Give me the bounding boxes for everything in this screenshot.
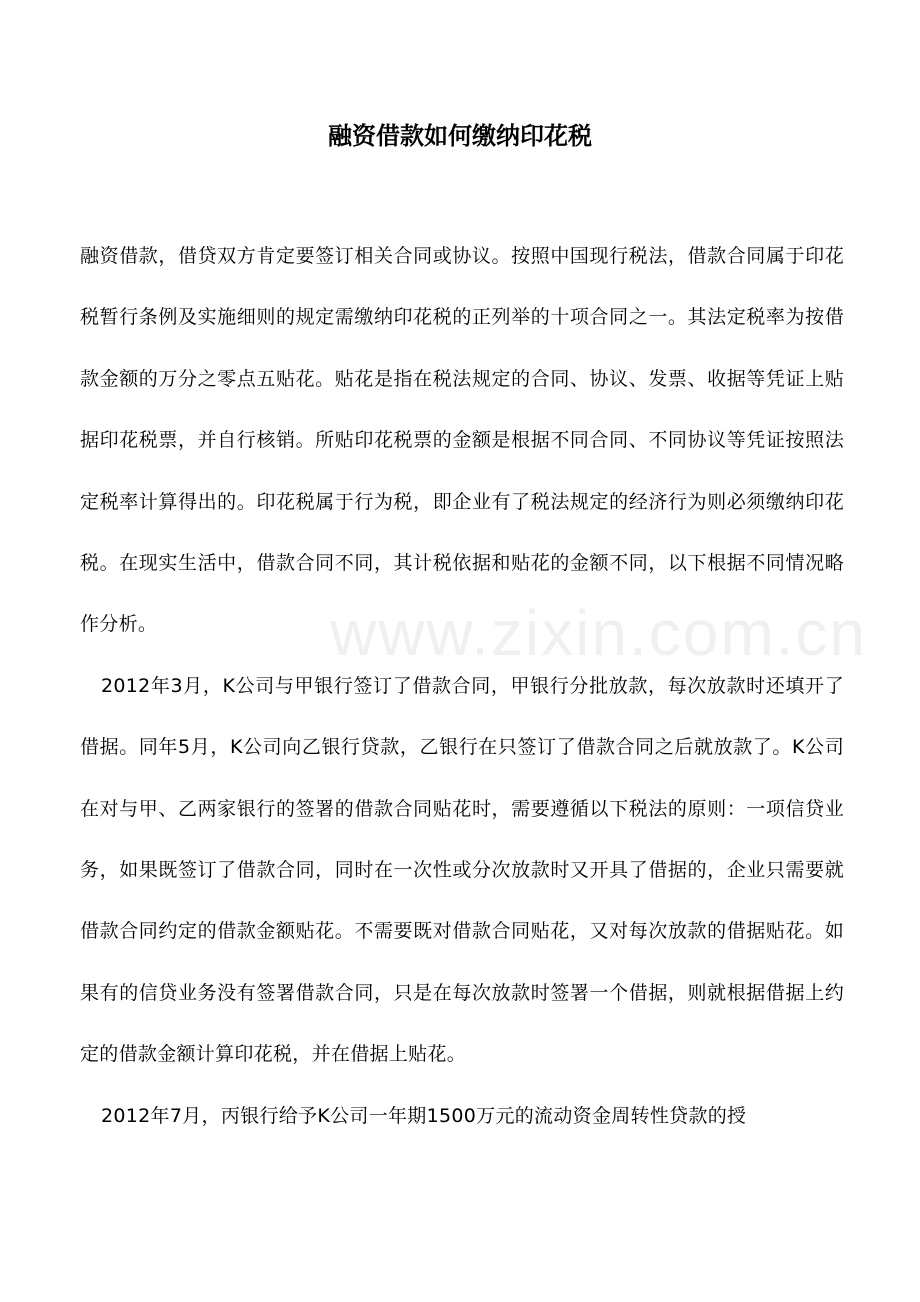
watermark: www.zixin.com.cn	[330, 597, 867, 669]
paragraph-3: 2012年7月，丙银行给予K公司一年期1500万元的流动资金周转性贷款的授	[101, 1104, 747, 1127]
document-body	[80, 226, 844, 1147]
document-title: 融资借款如何缴纳印花税	[328, 122, 592, 150]
paragraph-2: 2012年3月，K公司与甲银行签订了借款合同，甲银行分批放款，每次放款时还填开了借据。同年5月，K公司向乙银行贷款，乙银行在只签订了借款合同之后就放款了。K公司在对与甲、乙两家银行的签署的借款合同贴花时，需要遵循以下税法的原则：一项信贷业务，如果既签订了借款合同，同时在一次性或分次放款时又开具了借据的，企业只需要就借款合同约定的借款金额贴花。不需要既对借款合同贴花，又对每次放款的借据贴花。如果有的信贷业务没有签署借款合同，只是在每次放款时签署一个借据，则就根据借据上约定的借款金额计算印花税，并在借据上贴花。	[80, 674, 844, 1066]
paragraph-1: 融资借款，借贷双方肯定要签订相关合同或协议。按照中国现行税法，借款合同属于印花税暂行条例及实施细则的规定需缴纳印花税的正列举的十项合同之一。其法定税率为按借款金额的万分之零点五贴花。贴花是指在税法规定的合同、协议、发票、收据等凭证上贴据印花税票，并自行核销。所贴印花税票的金额是根据不同合同、不同协议等凭证按照法定税率计算得出的。印花税属于行为税，即企业有了税法规定的经济行为则必须缴纳印花税。在现实生活中，借款合同不同，其计税依据和贴花的金额不同，以下根据不同情况略作分析。	[80, 245, 844, 636]
